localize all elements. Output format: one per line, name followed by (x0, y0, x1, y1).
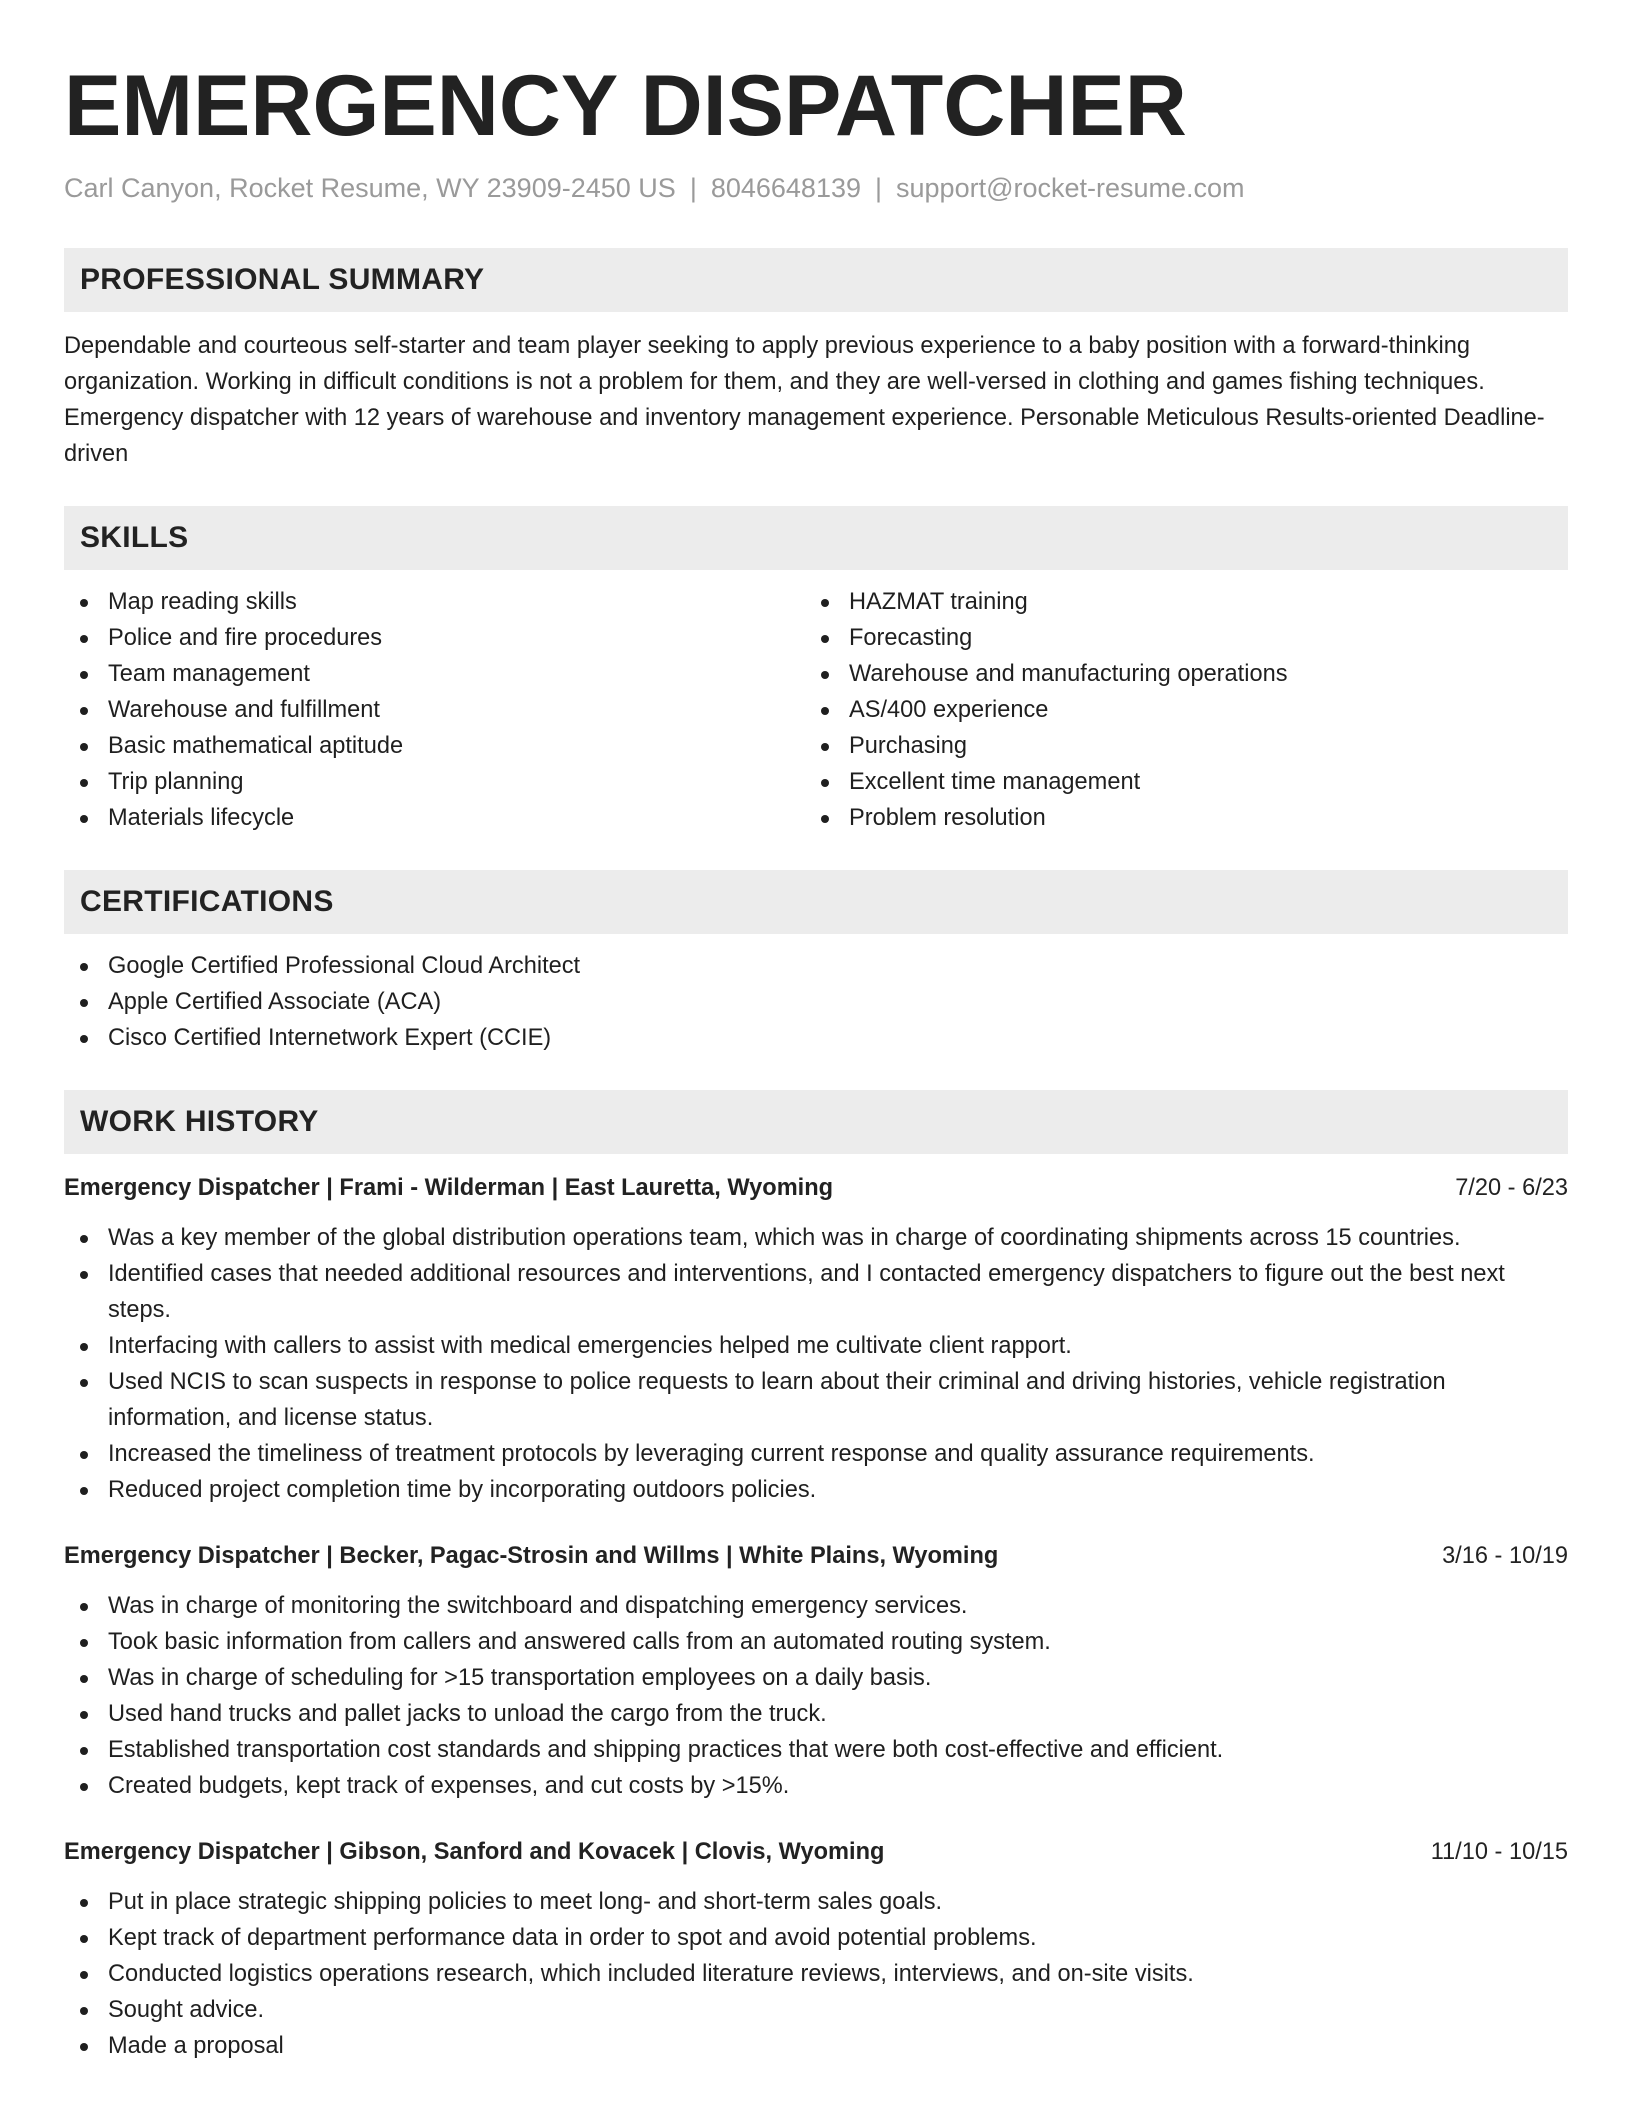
contact-separator: | (689, 173, 697, 203)
certifications-section (64, 870, 1568, 1056)
job-bullet: Sought advice. (64, 1992, 1568, 2028)
job-bullet: Took basic information from callers and answered calls from an automated routing system. (64, 1624, 1568, 1660)
contact-address: Carl Canyon, Rocket Resume, WY 23909-2450 US (64, 173, 676, 203)
skills-section (64, 506, 1568, 836)
summary-section (64, 248, 1568, 472)
job-bullet: Reduced project completion time by incorporating outdoors policies. (64, 1472, 1568, 1508)
job-title: Emergency Dispatcher | Frami - Wilderman | East Lauretta, Wyoming (64, 1175, 834, 1201)
skills-grid (64, 584, 1568, 836)
skill-item: Forecasting (805, 620, 1546, 656)
skill-item: Purchasing (805, 728, 1546, 764)
skill-item: AS/400 experience (805, 692, 1546, 728)
job-bullet: Created budgets, kept track of expenses, and cut costs by >15%. (64, 1768, 1568, 1804)
skill-item: HAZMAT training (805, 584, 1546, 620)
job-bullet: Used hand trucks and pallet jacks to unload the cargo from the truck. (64, 1696, 1568, 1732)
skill-item: Team management (64, 656, 805, 692)
contact-phone: 8046648139 (710, 173, 861, 203)
certifications-heading: CERTIFICATIONS (64, 870, 1568, 934)
resume-name: EMERGENCY DISPATCHER (64, 58, 1187, 154)
contact-email: support@rocket-resume.com (896, 173, 1245, 203)
certification-item: Cisco Certified Internetwork Expert (CCIE) (64, 1020, 1568, 1056)
job-entry (64, 1538, 1568, 1804)
work-history-heading: WORK HISTORY (64, 1090, 1568, 1154)
work-history-section (64, 1090, 1568, 2064)
skill-item: Excellent time management (805, 764, 1546, 800)
job-bullet: Used NCIS to scan suspects in response to police requests to learn about their criminal and driving histories, vehicle registration information, and license status. (64, 1364, 1568, 1436)
skills-left-list (64, 584, 805, 836)
certification-item: Apple Certified Associate (ACA) (64, 984, 1568, 1020)
certifications-list (64, 948, 1568, 1056)
job-header (64, 1538, 1568, 1574)
contact-separator: | (875, 173, 883, 203)
skill-item: Materials lifecycle (64, 800, 805, 836)
job-bullet: Was in charge of monitoring the switchboard and dispatching emergency services. (64, 1588, 1568, 1624)
job-dates: 11/10 - 10/15 (1430, 1839, 1568, 1865)
job-bullets (64, 1884, 1568, 2064)
job-entry (64, 1834, 1568, 2064)
skill-item: Warehouse and manufacturing operations (805, 656, 1546, 692)
job-bullets (64, 1588, 1568, 1804)
contact-line (64, 170, 1568, 206)
skill-item: Police and fire procedures (64, 620, 805, 656)
job-bullet: Put in place strategic shipping policies to meet long- and short-term sales goals. (64, 1884, 1568, 1920)
job-bullet: Conducted logistics operations research, which included literature reviews, interviews, and on-site visits. (64, 1956, 1568, 1992)
skill-item: Trip planning (64, 764, 805, 800)
job-bullet: Was a key member of the global distribution operations team, which was in charge of coordinating shipments across 15 countries. (64, 1220, 1568, 1256)
skills-heading: SKILLS (64, 506, 1568, 570)
summary-heading: PROFESSIONAL SUMMARY (64, 248, 1568, 312)
skills-right-list (805, 584, 1546, 836)
job-bullet: Made a proposal (64, 2028, 1568, 2064)
skill-item: Problem resolution (805, 800, 1546, 836)
summary-text: Dependable and courteous self-starter and team player seeking to apply previous experience to a baby position with a forward-thinking organization. Working in difficult conditions is not a problem for them, and they are well-versed in clothing and games fishing techniques. Emergency dispatcher with 12 years of warehouse and inventory management experience. Personable Meticulous Results-oriented Deadline-driven (64, 333, 1545, 467)
skill-item: Map reading skills (64, 584, 805, 620)
job-bullet: Increased the timeliness of treatment protocols by leveraging current response and quality assurance requirements. (64, 1436, 1568, 1472)
job-entry (64, 1170, 1568, 1508)
job-title: Emergency Dispatcher | Becker, Pagac-Strosin and Willms | White Plains, Wyoming (64, 1543, 999, 1569)
job-bullets (64, 1220, 1568, 1508)
skill-item: Warehouse and fulfillment (64, 692, 805, 728)
job-header (64, 1834, 1568, 1870)
job-header (64, 1170, 1568, 1206)
certification-item: Google Certified Professional Cloud Architect (64, 948, 1568, 984)
job-bullet: Identified cases that needed additional resources and interventions, and I contacted emergency dispatchers to figure out the best next steps. (64, 1256, 1568, 1328)
job-title: Emergency Dispatcher | Gibson, Sanford and Kovacek | Clovis, Wyoming (64, 1839, 885, 1865)
job-bullet: Interfacing with callers to assist with medical emergencies helped me cultivate client rapport. (64, 1328, 1568, 1364)
job-dates: 3/16 - 10/19 (1442, 1543, 1568, 1569)
job-dates: 7/20 - 6/23 (1455, 1175, 1568, 1201)
job-bullet: Established transportation cost standards and shipping practices that were both cost-effective and efficient. (64, 1732, 1568, 1768)
job-bullet: Was in charge of scheduling for >15 transportation employees on a daily basis. (64, 1660, 1568, 1696)
job-bullet: Kept track of department performance data in order to spot and avoid potential problems. (64, 1920, 1568, 1956)
skill-item: Basic mathematical aptitude (64, 728, 805, 764)
